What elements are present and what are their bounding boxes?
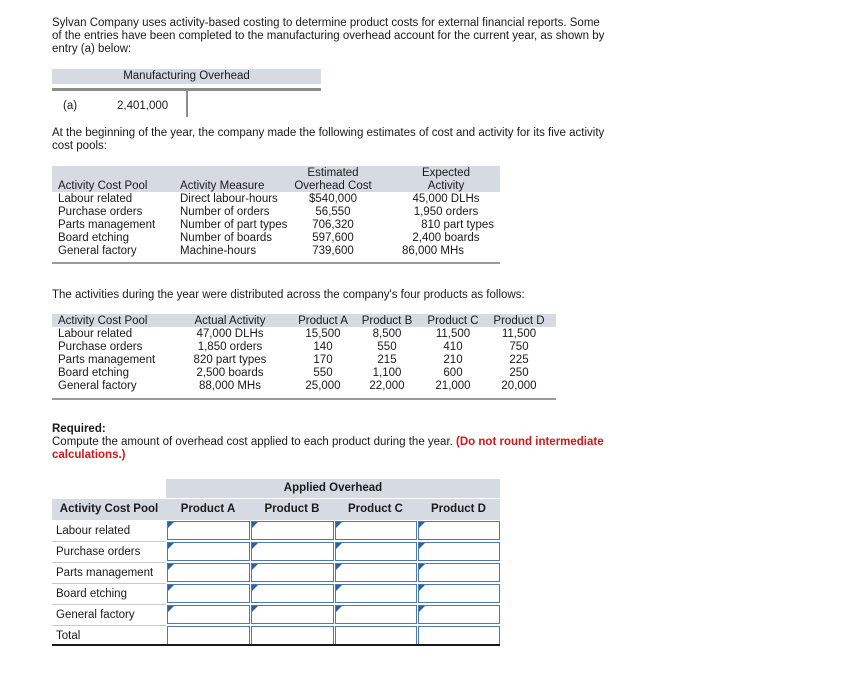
- input-marker-icon: [336, 522, 342, 528]
- labour-product-a-input[interactable]: [167, 521, 250, 540]
- estimates-row-pool: Purchase orders: [58, 206, 143, 218]
- activities-row-a: 15,500: [305, 328, 341, 340]
- required-label: Required:: [52, 423, 106, 435]
- activities-row-a: 550: [313, 367, 333, 379]
- activities-row-pool: Parts management: [58, 354, 156, 366]
- activities-row-d: 250: [509, 367, 529, 379]
- total-product-d-cell: [418, 626, 500, 645]
- activities-row-c: 21,000: [435, 380, 471, 392]
- board-product-b-input[interactable]: [251, 584, 334, 603]
- estimates-row-pool: General factory: [58, 245, 137, 257]
- required-note: (Do not round intermediate calculations.): [52, 436, 604, 461]
- activities-row-b: 8,500: [372, 328, 402, 340]
- activities-table-bottom-rule: [52, 398, 556, 400]
- estimates-paragraph: At the beginning of the year, the company made the following estimates of cost and activity for its five activity cost pools:: [52, 127, 605, 152]
- activities-header-product-b: Product B: [361, 315, 413, 327]
- parts-product-d-input[interactable]: [418, 563, 500, 582]
- activities-row-actual: 820 part types: [193, 354, 267, 366]
- total-product-a-cell: [167, 626, 250, 645]
- activities-row-b: 550: [377, 341, 397, 353]
- activities-row-c: 410: [443, 341, 463, 353]
- estimates-row-activity: 810 part types: [421, 219, 494, 231]
- input-marker-icon: [336, 543, 342, 549]
- parts-product-c-input[interactable]: [335, 563, 417, 582]
- answer-row-label: Purchase orders: [56, 546, 141, 558]
- activities-row-b: 215: [377, 354, 397, 366]
- answer-row-label: Labour related: [56, 525, 131, 537]
- activities-row-actual: 1,850 orders: [197, 341, 263, 353]
- answer-table-title: Applied Overhead: [283, 482, 383, 494]
- input-marker-icon: [168, 522, 174, 528]
- input-marker-icon: [336, 564, 342, 570]
- activities-header-actual: Actual Activity: [194, 315, 266, 327]
- parts-product-a-input[interactable]: [167, 563, 250, 582]
- input-marker-icon: [419, 543, 425, 549]
- total-product-b-cell: [251, 626, 334, 645]
- answer-header-product-a: Product A: [180, 503, 236, 515]
- activities-row-a: 140: [313, 341, 333, 353]
- purchase-product-b-input[interactable]: [251, 542, 334, 561]
- total-product-c-cell: [335, 626, 417, 645]
- answer-row-divider: [52, 583, 166, 584]
- estimates-row-measure: Direct labour-hours: [180, 193, 278, 205]
- activities-header-product-c: Product C: [427, 315, 479, 327]
- answer-table-bottom-rule: [52, 644, 500, 646]
- estimates-row-cost: 739,600: [312, 245, 354, 257]
- answer-header-product-b: Product B: [264, 503, 320, 515]
- purchase-product-c-input[interactable]: [335, 542, 417, 561]
- answer-total-label: Total: [56, 630, 81, 642]
- input-marker-icon: [252, 606, 258, 612]
- input-marker-icon: [419, 606, 425, 612]
- estimates-row-measure: Machine-hours: [180, 245, 257, 257]
- activities-row-d: 225: [509, 354, 529, 366]
- activities-row-pool: Board etching: [58, 367, 129, 379]
- estimates-row-measure: Number of orders: [180, 206, 270, 218]
- t-account-title: Manufacturing Overhead: [123, 70, 250, 82]
- board-product-a-input[interactable]: [167, 584, 250, 603]
- activities-row-actual: 88,000 MHs: [198, 380, 261, 392]
- answer-header-product-c: Product C: [348, 503, 403, 515]
- activities-row-a: 170: [313, 354, 333, 366]
- estimates-row-activity: 1,950 orders: [413, 206, 479, 218]
- estimates-header-cost-line2: Overhead Cost: [294, 180, 372, 192]
- activities-row-actual: 47,000 DLHs: [196, 328, 264, 340]
- answer-header-pool: Activity Cost Pool: [59, 503, 159, 515]
- board-product-c-input[interactable]: [335, 584, 417, 603]
- general-product-b-input[interactable]: [251, 605, 334, 624]
- answer-row-label: Parts management: [56, 567, 154, 579]
- input-marker-icon: [336, 585, 342, 591]
- general-product-a-input[interactable]: [167, 605, 250, 624]
- estimates-row-cost: 56,550: [315, 206, 351, 218]
- answer-row-divider: [52, 625, 166, 626]
- activities-header-product-d: Product D: [493, 315, 545, 327]
- activities-header-product-a: Product A: [298, 315, 348, 327]
- activities-row-pool: Labour related: [58, 328, 133, 340]
- answer-row-label: General factory: [56, 609, 135, 621]
- input-marker-icon: [252, 543, 258, 549]
- activities-row-b: 1,100: [372, 367, 402, 379]
- activities-row-actual: 2,500 boards: [196, 367, 264, 379]
- input-marker-icon: [419, 585, 425, 591]
- estimates-row-activity: 45,000 DLHs: [412, 193, 480, 205]
- estimates-row-cost: $540,000: [309, 193, 357, 205]
- answer-row-divider: [52, 541, 166, 542]
- answer-row-label: Board etching: [56, 588, 127, 600]
- answer-row-divider: [52, 604, 166, 605]
- activities-row-pool: General factory: [58, 380, 137, 392]
- estimates-header-cost-line1: Estimated: [307, 167, 359, 179]
- labour-product-d-input[interactable]: [418, 521, 500, 540]
- estimates-header-activity-line1: Expected: [422, 167, 470, 179]
- t-account-entry-amount: 2,401,000: [117, 100, 169, 112]
- intro-paragraph: Sylvan Company uses activity-based costing to determine product costs for external financial reports. Some of the entries have been completed to the manufacturing overhead account for the current year, as shown by entry (a) below:: [52, 17, 605, 55]
- required-instruction: Compute the amount of overhead cost applied to each product during the year.: [52, 436, 453, 448]
- estimates-header-measure: Activity Measure: [180, 180, 265, 192]
- activities-row-c: 600: [443, 367, 463, 379]
- answer-row-divider: [52, 562, 166, 563]
- activities-paragraph: The activities during the year were distributed across the company's four products as follows:: [52, 289, 525, 301]
- estimates-header-pool: Activity Cost Pool: [58, 180, 148, 192]
- estimates-row-pool: Board etching: [58, 232, 129, 244]
- input-marker-icon: [419, 564, 425, 570]
- parts-product-b-input[interactable]: [251, 563, 334, 582]
- required-section: [52, 423, 612, 462]
- activities-row-c: 11,500: [435, 328, 471, 340]
- activities-row-d: 20,000: [501, 380, 537, 392]
- estimates-table-bottom-rule: [52, 262, 500, 264]
- estimates-row-pool: Parts management: [58, 219, 156, 231]
- t-account-entry-label: (a): [63, 100, 78, 112]
- input-marker-icon: [252, 522, 258, 528]
- activities-row-b: 22,000: [369, 380, 405, 392]
- labour-product-c-input[interactable]: [335, 521, 417, 540]
- estimates-row-pool: Labour related: [58, 193, 133, 205]
- estimates-row-activity: 2,400 boards: [412, 232, 480, 244]
- input-marker-icon: [252, 585, 258, 591]
- general-product-d-input[interactable]: [418, 605, 500, 624]
- input-marker-icon: [168, 606, 174, 612]
- board-product-d-input[interactable]: [418, 584, 500, 603]
- activities-header-pool: Activity Cost Pool: [58, 315, 148, 327]
- activities-row-pool: Purchase orders: [58, 341, 143, 353]
- input-marker-icon: [336, 606, 342, 612]
- estimates-row-cost: 597,600: [312, 232, 354, 244]
- estimates-row-cost: 706,320: [312, 219, 354, 231]
- estimates-row-activity: 86,000 MHs: [402, 245, 465, 257]
- answer-header-product-d: Product D: [431, 503, 486, 515]
- activities-row-d: 11,500: [501, 328, 537, 340]
- general-product-c-input[interactable]: [335, 605, 417, 624]
- estimates-header-activity-line2: Activity: [427, 180, 465, 192]
- input-marker-icon: [419, 522, 425, 528]
- t-account-vertical-rule: [186, 88, 188, 117]
- activities-row-c: 210: [443, 354, 463, 366]
- input-marker-icon: [168, 564, 174, 570]
- input-marker-icon: [168, 543, 174, 549]
- estimates-row-measure: Number of boards: [180, 232, 273, 244]
- activities-row-a: 25,000: [305, 380, 341, 392]
- input-marker-icon: [168, 585, 174, 591]
- input-marker-icon: [252, 564, 258, 570]
- activities-row-d: 750: [509, 341, 529, 353]
- purchase-product-d-input[interactable]: [418, 542, 500, 561]
- estimates-row-measure: Number of part types: [180, 219, 288, 231]
- purchase-product-a-input[interactable]: [167, 542, 250, 561]
- labour-product-b-input[interactable]: [251, 521, 334, 540]
